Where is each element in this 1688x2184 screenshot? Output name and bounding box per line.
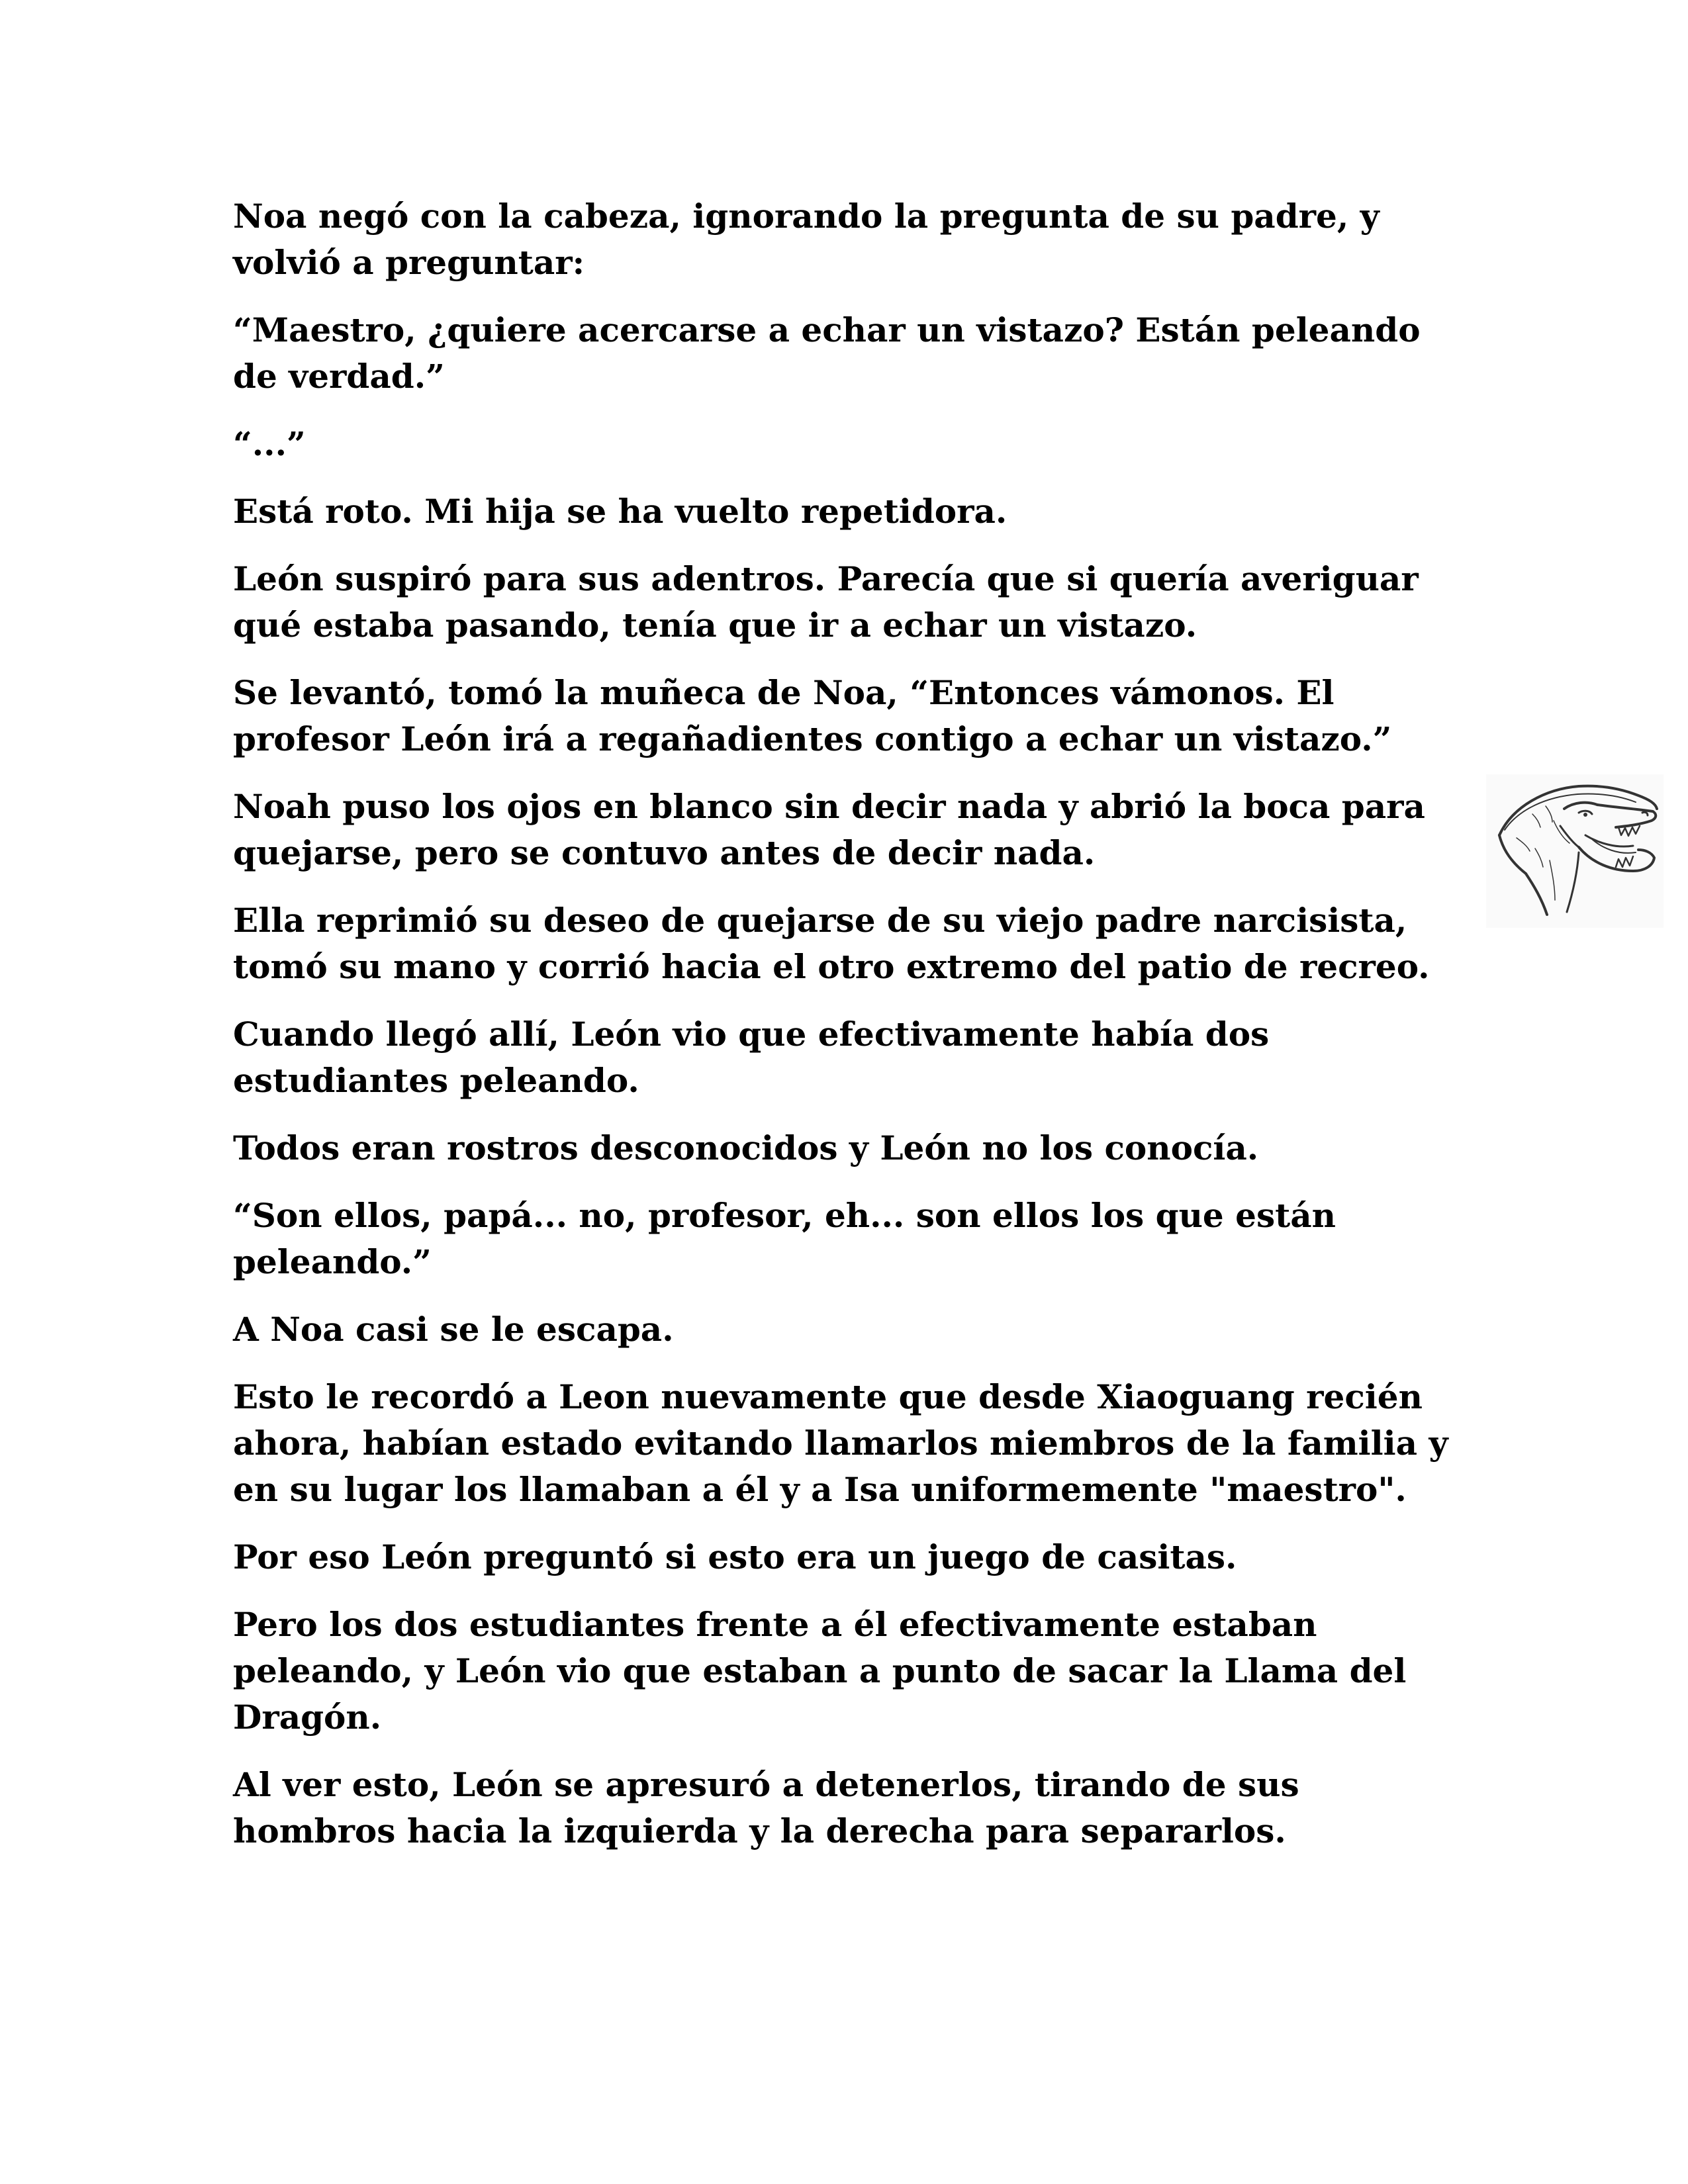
paragraph: Noa negó con la cabeza, ignorando la pregunta de su padre, y volvió a preguntar: bbox=[233, 197, 1380, 282]
paragraph: Cuando llegó allí, León vio que efectivamente había dos estudiantes peleando. bbox=[233, 1015, 1270, 1100]
paragraph: “...” bbox=[233, 424, 306, 463]
paragraph: Noah puso los ojos en blanco sin decir nada y abrió la boca para quejarse, pero se contuvo antes de decir nada. bbox=[233, 787, 1425, 872]
paragraph: Se levantó, tomó la muñeca de Noa, “Entonces vámonos. El profesor León irá a regañadientes contigo a echar un vistazo.” bbox=[233, 673, 1392, 758]
paragraph: Por eso León preguntó si esto era un juego de casitas. bbox=[233, 1537, 1237, 1576]
paragraph: Al ver esto, León se apresuró a detenerlos, tirando de sus hombros hacia la izquierda y la derecha para separarlos. bbox=[233, 1765, 1299, 1850]
body-text bbox=[233, 193, 1464, 1876]
paragraph: “Son ellos, papá... no, profesor, eh... son ellos los que están peleando.” bbox=[233, 1196, 1336, 1281]
paragraph: Está roto. Mi hija se ha vuelto repetidora. bbox=[233, 492, 1008, 531]
paragraph: León suspiró para sus adentros. Parecía que si quería averiguar qué estaba pasando, tenía que ir a echar un vistazo. bbox=[233, 559, 1419, 645]
paragraph: A Noa casi se le escapa. bbox=[233, 1310, 674, 1349]
paragraph: Todos eran rostros desconocidos y León no los conocía. bbox=[233, 1128, 1259, 1167]
paragraph: Pero los dos estudiantes frente a él efectivamente estaban peleando, y León vio que estaban a punto de sacar la Llama del Dragón. bbox=[233, 1605, 1407, 1737]
paragraph: “Maestro, ¿quiere acercarse a echar un vistazo? Están peleando de verdad.” bbox=[233, 310, 1421, 396]
paragraph: Esto le recordó a Leon nuevamente que desde Xiaoguang recién ahora, habían estado evitando llamarlos miembros de la familia y en su lugar los llamaban a él y a Isa uniformemente "maestro". bbox=[233, 1377, 1448, 1509]
dinosaur-head-sketch-icon bbox=[1486, 774, 1664, 928]
paragraph: Ella reprimió su deseo de quejarse de su viejo padre narcisista, tomó su mano y corrió hacia el otro extremo del patio de recreo. bbox=[233, 901, 1430, 986]
